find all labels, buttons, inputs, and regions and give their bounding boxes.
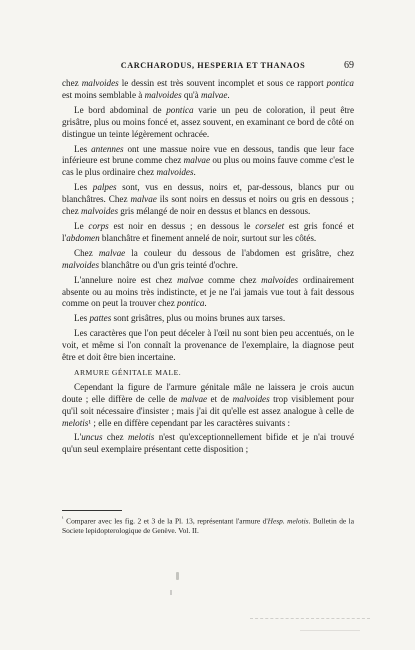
running-head: CARCHARODUS, HESPERIA ET THANAOS	[120, 61, 306, 70]
section-heading: ARMURE GÉNITALE MALE.	[74, 367, 182, 377]
paragraph: L'annelure noire est chez malvae comme chez malvoides ordinairement absente ou au moins très indistincte, et je ne l'ai jamais vue tout à fait dessous comme on peut la trouver chez pontica.	[62, 274, 354, 309]
paragraph: Le corps est noir en dessus ; en dessous le corselet est gris foncé et l'abdomen blanchâtre et finement annelé de noir, surtout sur les côtés.	[62, 220, 354, 243]
page-number: 69	[344, 60, 354, 71]
body-text	[62, 78, 354, 459]
footnote-marker: ¹	[62, 516, 64, 522]
scan-artifact	[300, 630, 360, 631]
paragraph: chez malvoides le dessin est très souvent incomplet et sous ce rapport pontica est moins semblable à malvoides qu'à malvae.	[62, 78, 354, 100]
paragraph: Les pattes sont grisâtres, plus ou moins brunes aux tarses.	[74, 313, 286, 324]
paragraph: Cependant la figure de l'armure génitale mâle ne laissera je crois aucun doute ; elle diffère de celle de malvae et de malvoides trop visiblement pour qu'il soit nécessaire d'insister ; mais j'ai dit qu'elle est assez analogue à celle de melotis¹ ; elle en diffère cependant par les caractères suivants :	[62, 381, 354, 428]
footnote-divider	[62, 510, 122, 511]
footnote: $^{^1}$ Comparer avec les fig. 2 et 3 de la Pl. 13, représentant l'armure d'Hesp. melotis. Bulletin de la Societe lepidopterologique de Genève. Vol. II.	[62, 516, 354, 535]
scan-artifact	[250, 618, 370, 619]
paragraph: L'uncus chez melotis n'est qu'exceptionnellement bifide et je n'ai trouvé qu'un seul exemplaire présentant cette disposition ;	[62, 432, 355, 455]
paragraph: Les caractères que l'on peut déceler à l'œil nu sont bien peu accentués, on le voit, et même si l'on connaît la provenance de l'exemplaire, la diagnose peut être et doit être bien incertaine.	[62, 328, 354, 363]
paragraph: Les antennes ont une massue noire vue en dessous, tandis que leur face inférieure est brune comme chez malvae ou plus ou moins fauve comme c'est le cas le plus ordinaire chez malvoides.	[62, 143, 355, 178]
page-header	[62, 60, 354, 71]
paragraph: Chez malvae la couleur du dessous de l'abdomen est grisâtre, chez malvoides blanchâtre ou d'un gris teinté d'ochre.	[62, 247, 355, 270]
scan-smudge	[176, 572, 179, 580]
scan-smudge	[170, 590, 172, 595]
paragraph: Les palpes sont, vus en dessus, noirs et, par-dessous, blancs pur ou blanchâtres. Chez malvae ils sont noirs en dessus et noirs ou gris en dessous ; chez malvoides gris mélangé de noir en dessus et blancs en dessous.	[62, 182, 354, 217]
paragraph: Le bord abdominal de pontica varie un peu de coloration, il peut être grisâtre, plus ou moins foncé et, assez souvent, en examinant ce bord de côté on distingue un teinte légèrement ochracée.	[62, 104, 354, 139]
